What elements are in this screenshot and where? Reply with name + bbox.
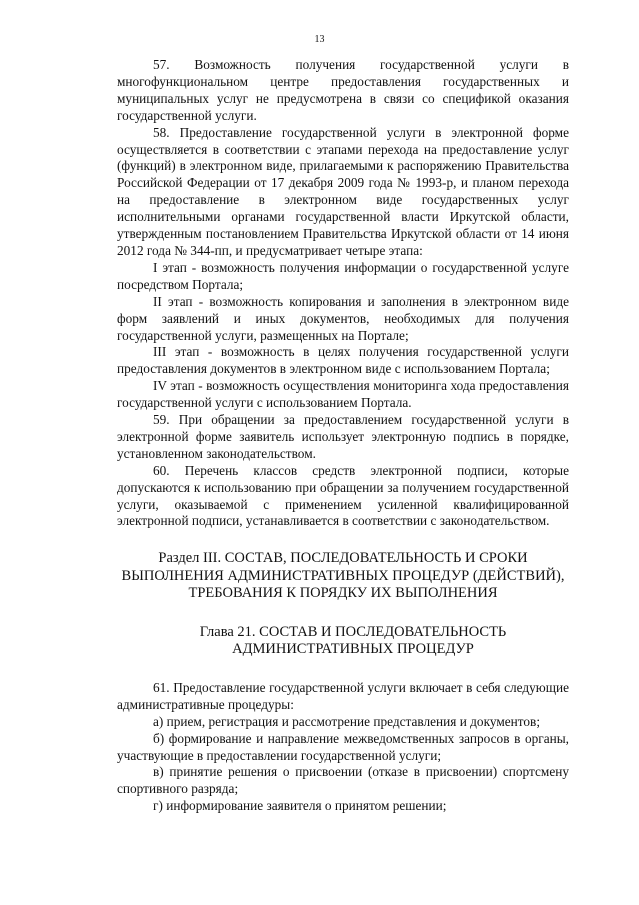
procedure-item-v: в) принятие решения о присвоении (отказе в присвоении) спортсмену спортивного разряда; (117, 764, 569, 797)
stage-4-paragraph: IV этап - возможность осуществления мониторинга хода предоставления государственной услуги с использованием Портала. (117, 378, 569, 411)
stage-1-paragraph: I этап - возможность получения информации о государственной услуге посредством Портала; (117, 259, 569, 292)
stage-2-paragraph: II этап - возможность копирования и заполнения в электронном виде форм заявлений и иных документов, необходимых для получения государственной услуги, размещенных на Портале; (117, 293, 569, 343)
section-heading (117, 550, 569, 603)
paragraph-58: 58. Предоставление государственной услуги в электронной форме осуществляется в соответствии с этапами перехода на предоставление услуг (функций) в электронном виде, прилагаемыми к распоряжению Правительства Российской Федерации от 17 декабря 2009 года № 1993-р, и планом перехода на предоставление в электронном виде государственных услуг исполнительными органами государственной власти Иркутской области, утвержденным постановлением Правительства Иркутской области от 14 июня 2012 года № 344-пп, и предусматривает четыре этапа: (117, 124, 569, 258)
paragraph-57: 57. Возможность получения государственной услуги в многофункциональном центре предоставления государственных и муниципальных услуг не предусмотрена в связи со спецификой оказания государственной услуги. (117, 57, 569, 123)
section-heading-line-2: ВЫПОЛНЕНИЯ АДМИНИСТРАТИВНЫХ ПРОЦЕДУР (ДЕЙСТВИЙ), (121, 567, 565, 584)
stage-3-paragraph: III этап - возможность в целях получения государственной услуги предоставления документов в электронном виде с использованием Портала; (117, 344, 569, 377)
page-number: 13 (314, 34, 325, 45)
paragraph-59: 59. При обращении за предоставлением государственной услуги в электронной форме заявитель использует электронную подпись в порядке, установленном законодательством. (117, 412, 569, 461)
document-body (117, 57, 569, 815)
chapter-heading-line-1: Глава 21. СОСТАВ И ПОСЛЕДОВАТЕЛЬНОСТЬ (199, 623, 507, 640)
procedure-item-b: б) формирование и направление межведомственных запросов в органы, участвующие в предоставлении государственной услуги; (117, 730, 569, 763)
chapter-heading (117, 624, 569, 659)
paragraph-61: 61. Предоставление государственной услуги включает в себя следующие административные процедуры: (117, 679, 569, 712)
section-heading-line-3: ТРЕБОВАНИЯ К ПОРЯДКУ ИХ ВЫПОЛНЕНИЯ (188, 585, 498, 602)
procedure-item-a: а) прием, регистрация и рассмотрение представления и документов; (153, 713, 541, 729)
procedure-item-g: г) информирование заявителя о принятом решении; (153, 798, 447, 814)
chapter-heading-line-2: АДМИНИСТРАТИВНЫХ ПРОЦЕДУР (232, 641, 474, 658)
paragraph-60: 60. Перечень классов средств электронной подписи, которые допускаются к использованию при обращении за получением государственной услуги, оказываемой с применением усиленной квалифицированной электронной подписи, устанавливается в соответствии с законодательством. (117, 462, 569, 529)
section-heading-line-1: Раздел III. СОСТАВ, ПОСЛЕДОВАТЕЛЬНОСТЬ И СРОКИ (158, 550, 528, 567)
